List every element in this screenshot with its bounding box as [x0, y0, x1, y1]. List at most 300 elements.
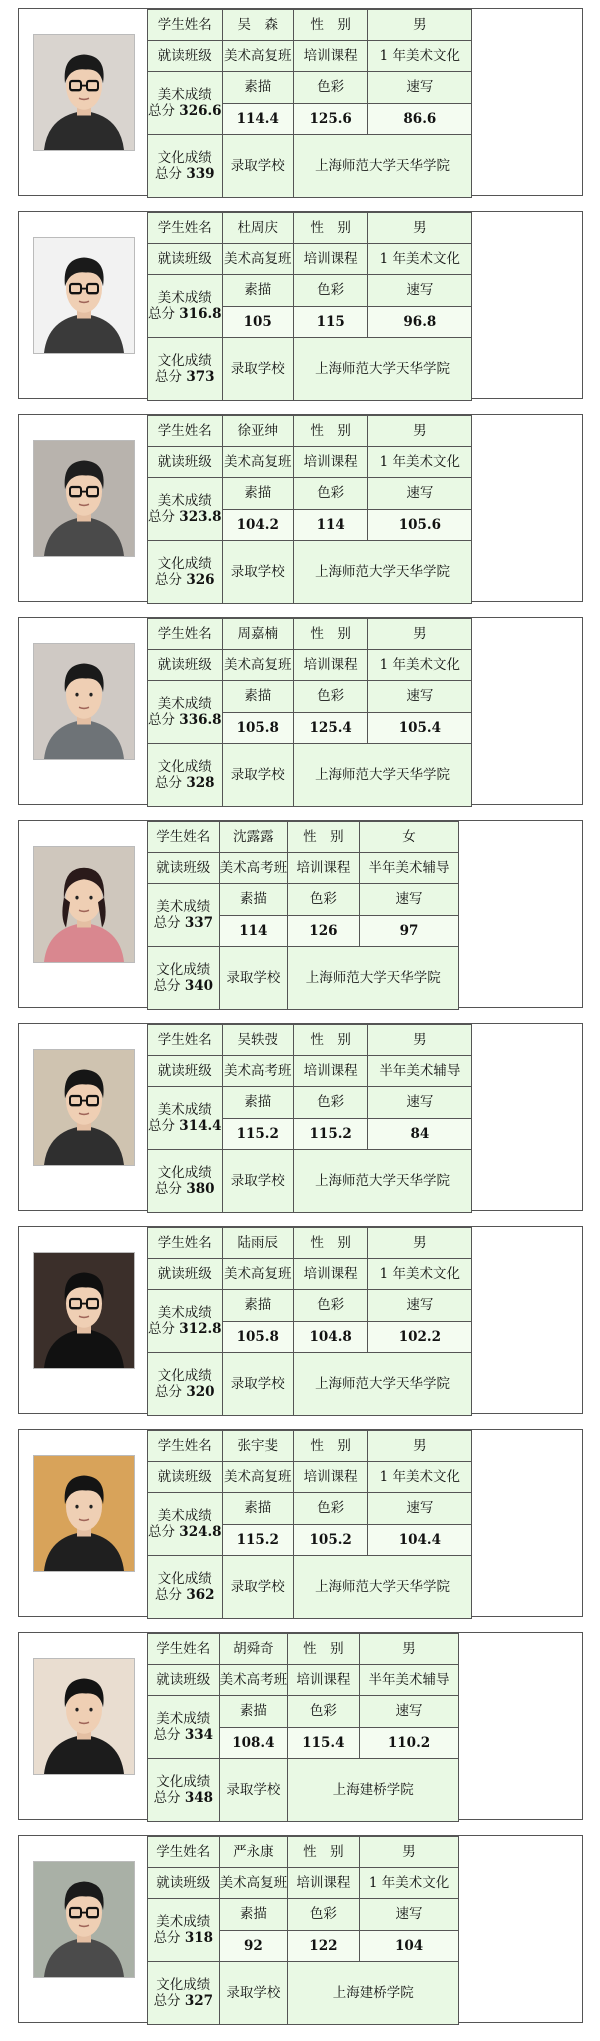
photo-cell	[19, 1024, 148, 1210]
color-score: 115.2	[293, 1119, 368, 1150]
student-course: 1 年美术文化	[368, 244, 472, 275]
culture-score-cell	[148, 135, 223, 198]
row-name	[148, 1025, 472, 1056]
culture-score-label: 文化成绩	[156, 961, 211, 978]
culture-score-label: 文化成绩	[157, 1570, 212, 1587]
label-gender: 性 别	[288, 1634, 360, 1665]
student-course: 1 年美术文化	[368, 447, 472, 478]
sketch-score: 92	[219, 1931, 287, 1962]
label-quick: 速写	[359, 1899, 459, 1931]
total-prefix: 总分	[148, 1524, 175, 1540]
photo-cell	[19, 415, 148, 601]
row-class	[148, 650, 472, 681]
student-info-table	[147, 415, 472, 604]
label-sketch: 素描	[219, 884, 287, 916]
total-prefix: 总分	[148, 509, 175, 525]
row-culture	[148, 1150, 472, 1213]
label-course: 培训课程	[293, 41, 368, 72]
label-quick: 速写	[368, 681, 472, 713]
student-info-table	[147, 1633, 459, 1822]
label-color: 色彩	[288, 1899, 360, 1931]
art-score-label: 美术成绩	[156, 1710, 211, 1727]
label-name: 学生姓名	[148, 1837, 220, 1868]
student-card	[18, 8, 583, 196]
label-name: 学生姓名	[148, 1431, 223, 1462]
culture-score-label: 文化成绩	[156, 1976, 211, 1993]
label-quick: 速写	[368, 1493, 472, 1525]
student-class: 美术高考班	[219, 1665, 287, 1696]
art-score-label: 美术成绩	[157, 86, 212, 103]
row-culture	[148, 1556, 472, 1619]
culture-total-value: 327	[184, 1993, 214, 2009]
label-sketch: 素描	[222, 1087, 293, 1119]
color-score: 115	[293, 307, 368, 338]
student-photo	[33, 846, 135, 963]
label-admitted: 录取学校	[219, 947, 287, 1010]
label-class: 就读班级	[148, 1259, 223, 1290]
sketch-score: 115.2	[222, 1525, 293, 1556]
admitted-school: 上海师范大学天华学院	[293, 541, 471, 604]
culture-total-line	[148, 978, 219, 994]
art-score-cell	[148, 1493, 223, 1556]
label-gender: 性 别	[293, 619, 368, 650]
art-score-label: 美术成绩	[156, 898, 211, 915]
quick-sketch-score: 104.4	[368, 1525, 472, 1556]
admitted-school: 上海师范大学天华学院	[293, 1353, 471, 1416]
student-course: 1 年美术文化	[368, 650, 472, 681]
photo-cell	[19, 1633, 148, 1819]
row-art-labels	[148, 884, 459, 916]
student-name: 吴轶弢	[222, 1025, 293, 1056]
label-admitted: 录取学校	[222, 541, 293, 604]
student-info-table	[147, 618, 472, 807]
culture-total-line	[148, 1384, 222, 1400]
label-gender: 性 别	[288, 1837, 360, 1868]
label-gender: 性 别	[293, 1228, 368, 1259]
label-quick: 速写	[368, 275, 472, 307]
quick-sketch-score: 97	[359, 916, 459, 947]
row-name	[148, 1228, 472, 1259]
student-gender: 男	[368, 416, 472, 447]
label-class: 就读班级	[148, 447, 223, 478]
student-gender: 男	[368, 1025, 472, 1056]
art-score-label: 美术成绩	[157, 492, 212, 509]
student-info-table	[147, 9, 472, 198]
culture-total-line	[148, 1181, 222, 1197]
art-score-label: 美术成绩	[156, 1913, 211, 1930]
quick-sketch-score: 110.2	[359, 1728, 459, 1759]
student-course: 1 年美术文化	[368, 1462, 472, 1493]
photo-cell	[19, 9, 148, 195]
student-photo	[33, 1861, 135, 1978]
label-gender: 性 别	[288, 822, 360, 853]
label-color: 色彩	[293, 478, 368, 510]
culture-total-line	[148, 1993, 219, 2009]
student-gender: 男	[368, 10, 472, 41]
label-sketch: 素描	[222, 72, 293, 104]
color-score: 125.4	[293, 713, 368, 744]
total-prefix: 总分	[153, 915, 181, 931]
student-name: 吴 森	[222, 10, 293, 41]
row-class	[148, 1056, 472, 1087]
color-score: 125.6	[293, 104, 368, 135]
art-total-line	[148, 1930, 219, 1946]
label-name: 学生姓名	[148, 822, 220, 853]
art-score-cell	[148, 478, 223, 541]
student-gender: 男	[368, 1228, 472, 1259]
row-name	[148, 822, 459, 853]
student-card	[18, 1632, 583, 1820]
label-color: 色彩	[288, 884, 360, 916]
student-info-table	[147, 212, 472, 401]
row-class	[148, 41, 472, 72]
student-course: 半年美术辅导	[359, 853, 459, 884]
sketch-score: 105.8	[222, 713, 293, 744]
quick-sketch-score: 96.8	[368, 307, 472, 338]
art-total-line	[148, 1321, 222, 1337]
row-class	[148, 1868, 459, 1899]
culture-total-line	[148, 1587, 222, 1603]
label-sketch: 素描	[219, 1696, 287, 1728]
total-prefix: 总分	[155, 775, 183, 791]
label-admitted: 录取学校	[222, 1353, 293, 1416]
student-gender: 男	[359, 1837, 459, 1868]
label-gender: 性 别	[293, 1431, 368, 1462]
row-culture	[148, 744, 472, 807]
label-quick: 速写	[359, 884, 459, 916]
student-course: 1 年美术文化	[368, 1259, 472, 1290]
culture-score-cell	[148, 1556, 223, 1619]
student-photo	[33, 237, 135, 354]
art-total-value: 314.4	[179, 1118, 222, 1134]
art-score-cell	[148, 72, 223, 135]
culture-score-cell	[148, 1353, 223, 1416]
label-sketch: 素描	[222, 1290, 293, 1322]
culture-total-value: 362	[186, 1587, 215, 1603]
total-prefix: 总分	[148, 1118, 175, 1134]
color-score: 105.2	[293, 1525, 368, 1556]
total-prefix: 总分	[148, 712, 175, 728]
label-name: 学生姓名	[148, 619, 223, 650]
culture-total-value: 340	[184, 978, 214, 994]
total-prefix: 总分	[153, 978, 181, 994]
culture-score-cell	[148, 744, 223, 807]
row-culture	[148, 541, 472, 604]
student-course: 半年美术辅导	[359, 1665, 459, 1696]
student-card	[18, 1023, 583, 1211]
student-photo	[33, 440, 135, 557]
label-name: 学生姓名	[148, 416, 223, 447]
label-name: 学生姓名	[148, 1025, 223, 1056]
row-class	[148, 244, 472, 275]
label-course: 培训课程	[293, 1056, 368, 1087]
label-quick: 速写	[368, 478, 472, 510]
quick-sketch-score: 86.6	[368, 104, 472, 135]
row-art-labels	[148, 275, 472, 307]
student-gender: 女	[359, 822, 459, 853]
art-total-line	[148, 915, 219, 931]
art-score-label: 美术成绩	[157, 289, 212, 306]
admitted-school: 上海师范大学天华学院	[293, 338, 471, 401]
student-card	[18, 820, 583, 1008]
label-quick: 速写	[359, 1696, 459, 1728]
label-class: 就读班级	[148, 1665, 220, 1696]
photo-cell	[19, 1227, 148, 1413]
culture-total-line	[148, 369, 222, 385]
label-gender: 性 别	[293, 1025, 368, 1056]
admitted-school: 上海师范大学天华学院	[293, 135, 471, 198]
art-total-value: 312.8	[179, 1321, 222, 1337]
art-score-label: 美术成绩	[157, 695, 212, 712]
label-name: 学生姓名	[148, 10, 223, 41]
row-class	[148, 447, 472, 478]
label-color: 色彩	[293, 72, 368, 104]
row-art-labels	[148, 1087, 472, 1119]
culture-total-value: 320	[186, 1384, 215, 1400]
row-culture	[148, 135, 472, 198]
admitted-school: 上海师范大学天华学院	[288, 947, 459, 1010]
student-photo	[33, 1455, 135, 1572]
student-name: 周嘉楠	[222, 619, 293, 650]
culture-total-line	[148, 775, 222, 791]
culture-total-value: 328	[186, 775, 215, 791]
culture-total-value: 373	[186, 369, 215, 385]
total-prefix: 总分	[153, 1790, 181, 1806]
label-color: 色彩	[293, 1493, 368, 1525]
art-total-line	[148, 1524, 222, 1540]
row-art-labels	[148, 1899, 459, 1931]
label-gender: 性 别	[293, 416, 368, 447]
art-total-line	[148, 1118, 222, 1134]
label-admitted: 录取学校	[222, 135, 293, 198]
label-course: 培训课程	[288, 1665, 360, 1696]
total-prefix: 总分	[153, 1930, 181, 1946]
label-class: 就读班级	[148, 853, 220, 884]
admitted-school: 上海建桥学院	[288, 1962, 459, 2025]
photo-cell	[19, 1836, 148, 2022]
label-admitted: 录取学校	[222, 744, 293, 807]
label-admitted: 录取学校	[219, 1759, 287, 1822]
student-card	[18, 1429, 583, 1617]
student-name: 杜周庆	[222, 213, 293, 244]
row-culture	[148, 1962, 459, 2025]
label-quick: 速写	[368, 72, 472, 104]
photo-cell	[19, 618, 148, 804]
total-prefix: 总分	[155, 1587, 183, 1603]
art-score-cell	[148, 681, 223, 744]
student-gender: 男	[368, 619, 472, 650]
student-card	[18, 1835, 583, 2023]
student-name: 严永康	[219, 1837, 287, 1868]
label-color: 色彩	[293, 1087, 368, 1119]
sketch-score: 114.4	[222, 104, 293, 135]
label-class: 就读班级	[148, 41, 223, 72]
student-card	[18, 617, 583, 805]
total-prefix: 总分	[155, 572, 183, 588]
label-course: 培训课程	[293, 1259, 368, 1290]
label-admitted: 录取学校	[219, 1962, 287, 2025]
art-total-value: 336.8	[179, 712, 222, 728]
quick-sketch-score: 102.2	[368, 1322, 472, 1353]
label-admitted: 录取学校	[222, 1556, 293, 1619]
label-name: 学生姓名	[148, 1228, 223, 1259]
label-admitted: 录取学校	[222, 338, 293, 401]
art-total-value: 334	[184, 1727, 214, 1743]
admitted-school: 上海师范大学天华学院	[293, 1556, 471, 1619]
culture-total-line	[148, 166, 222, 182]
student-course: 半年美术辅导	[368, 1056, 472, 1087]
row-name	[148, 213, 472, 244]
student-info-table	[147, 1227, 472, 1416]
label-sketch: 素描	[222, 681, 293, 713]
color-score: 126	[288, 916, 360, 947]
quick-sketch-score: 84	[368, 1119, 472, 1150]
total-prefix: 总分	[148, 103, 175, 119]
label-gender: 性 别	[293, 213, 368, 244]
photo-cell	[19, 1430, 148, 1616]
student-gender: 男	[359, 1634, 459, 1665]
row-class	[148, 1462, 472, 1493]
culture-total-line	[148, 572, 222, 588]
student-course: 1 年美术文化	[368, 41, 472, 72]
row-culture	[148, 1759, 459, 1822]
student-info-table	[147, 821, 459, 1010]
label-course: 培训课程	[293, 1462, 368, 1493]
art-total-line	[148, 509, 222, 525]
student-course: 1 年美术文化	[359, 1868, 459, 1899]
culture-total-value: 326	[186, 572, 215, 588]
total-prefix: 总分	[148, 1321, 175, 1337]
sketch-score: 115.2	[222, 1119, 293, 1150]
culture-score-cell	[148, 1962, 220, 2025]
culture-score-label: 文化成绩	[156, 1773, 211, 1790]
label-admitted: 录取学校	[222, 1150, 293, 1213]
color-score: 122	[288, 1931, 360, 1962]
student-photo	[33, 1658, 135, 1775]
label-sketch: 素描	[222, 275, 293, 307]
photo-cell	[19, 821, 148, 1007]
row-art-labels	[148, 1493, 472, 1525]
color-score: 104.8	[293, 1322, 368, 1353]
culture-score-cell	[148, 947, 220, 1010]
art-score-cell	[148, 1696, 220, 1759]
label-course: 培训课程	[293, 447, 368, 478]
label-sketch: 素描	[219, 1899, 287, 1931]
row-name	[148, 1634, 459, 1665]
student-card	[18, 414, 583, 602]
quick-sketch-score: 105.4	[368, 713, 472, 744]
label-sketch: 素描	[222, 1493, 293, 1525]
art-score-cell	[148, 884, 220, 947]
culture-score-label: 文化成绩	[157, 555, 212, 572]
row-culture	[148, 338, 472, 401]
label-course: 培训课程	[288, 1868, 360, 1899]
culture-total-value: 348	[184, 1790, 214, 1806]
culture-score-cell	[148, 541, 223, 604]
student-photo	[33, 1049, 135, 1166]
student-photo	[33, 643, 135, 760]
art-total-value: 316.8	[179, 306, 222, 322]
art-total-value: 318	[184, 1930, 214, 1946]
student-gender: 男	[368, 1431, 472, 1462]
sketch-score: 108.4	[219, 1728, 287, 1759]
art-total-line	[148, 306, 222, 322]
culture-total-value: 380	[186, 1181, 215, 1197]
label-class: 就读班级	[148, 1462, 223, 1493]
culture-score-label: 文化成绩	[157, 1367, 212, 1384]
art-score-cell	[148, 275, 223, 338]
student-name: 沈露露	[219, 822, 287, 853]
culture-score-label: 文化成绩	[157, 352, 212, 369]
culture-score-label: 文化成绩	[157, 149, 212, 166]
color-score: 114	[293, 510, 368, 541]
student-photo	[33, 1252, 135, 1369]
student-class: 美术高复班	[219, 1868, 287, 1899]
row-art-labels	[148, 478, 472, 510]
art-score-label: 美术成绩	[157, 1101, 212, 1118]
student-card	[18, 1226, 583, 1414]
row-name	[148, 416, 472, 447]
art-score-cell	[148, 1290, 223, 1353]
art-score-cell	[148, 1087, 223, 1150]
row-class	[148, 1665, 459, 1696]
label-class: 就读班级	[148, 1868, 220, 1899]
admitted-school: 上海师范大学天华学院	[293, 1150, 471, 1213]
quick-sketch-score: 104	[359, 1931, 459, 1962]
culture-score-cell	[148, 338, 223, 401]
row-art-labels	[148, 1290, 472, 1322]
label-class: 就读班级	[148, 650, 223, 681]
label-name: 学生姓名	[148, 213, 223, 244]
culture-score-cell	[148, 1150, 223, 1213]
admitted-school: 上海建桥学院	[288, 1759, 459, 1822]
label-sketch: 素描	[222, 478, 293, 510]
sketch-score: 105.8	[222, 1322, 293, 1353]
label-class: 就读班级	[148, 244, 223, 275]
culture-score-label: 文化成绩	[157, 1164, 212, 1181]
student-photo	[33, 34, 135, 151]
row-culture	[148, 947, 459, 1010]
sketch-score: 105	[222, 307, 293, 338]
student-class: 美术高复班	[222, 447, 293, 478]
label-quick: 速写	[368, 1087, 472, 1119]
label-color: 色彩	[288, 1696, 360, 1728]
label-class: 就读班级	[148, 1056, 223, 1087]
label-course: 培训课程	[293, 650, 368, 681]
student-gender: 男	[368, 213, 472, 244]
culture-total-value: 339	[186, 166, 215, 182]
total-prefix: 总分	[155, 166, 183, 182]
row-class	[148, 853, 459, 884]
student-info-table	[147, 1430, 472, 1619]
row-culture	[148, 1353, 472, 1416]
photo-cell	[19, 212, 148, 398]
total-prefix: 总分	[148, 306, 175, 322]
culture-score-cell	[148, 1759, 220, 1822]
admitted-school: 上海师范大学天华学院	[293, 744, 471, 807]
label-quick: 速写	[368, 1290, 472, 1322]
art-total-line	[148, 1727, 219, 1743]
student-info-table	[147, 1024, 472, 1213]
total-prefix: 总分	[155, 1384, 183, 1400]
row-name	[148, 1431, 472, 1462]
label-course: 培训课程	[288, 853, 360, 884]
art-total-value: 323.8	[179, 509, 222, 525]
student-name: 张宇斐	[222, 1431, 293, 1462]
art-score-cell	[148, 1899, 220, 1962]
row-art-labels	[148, 681, 472, 713]
student-name: 胡舜奇	[219, 1634, 287, 1665]
